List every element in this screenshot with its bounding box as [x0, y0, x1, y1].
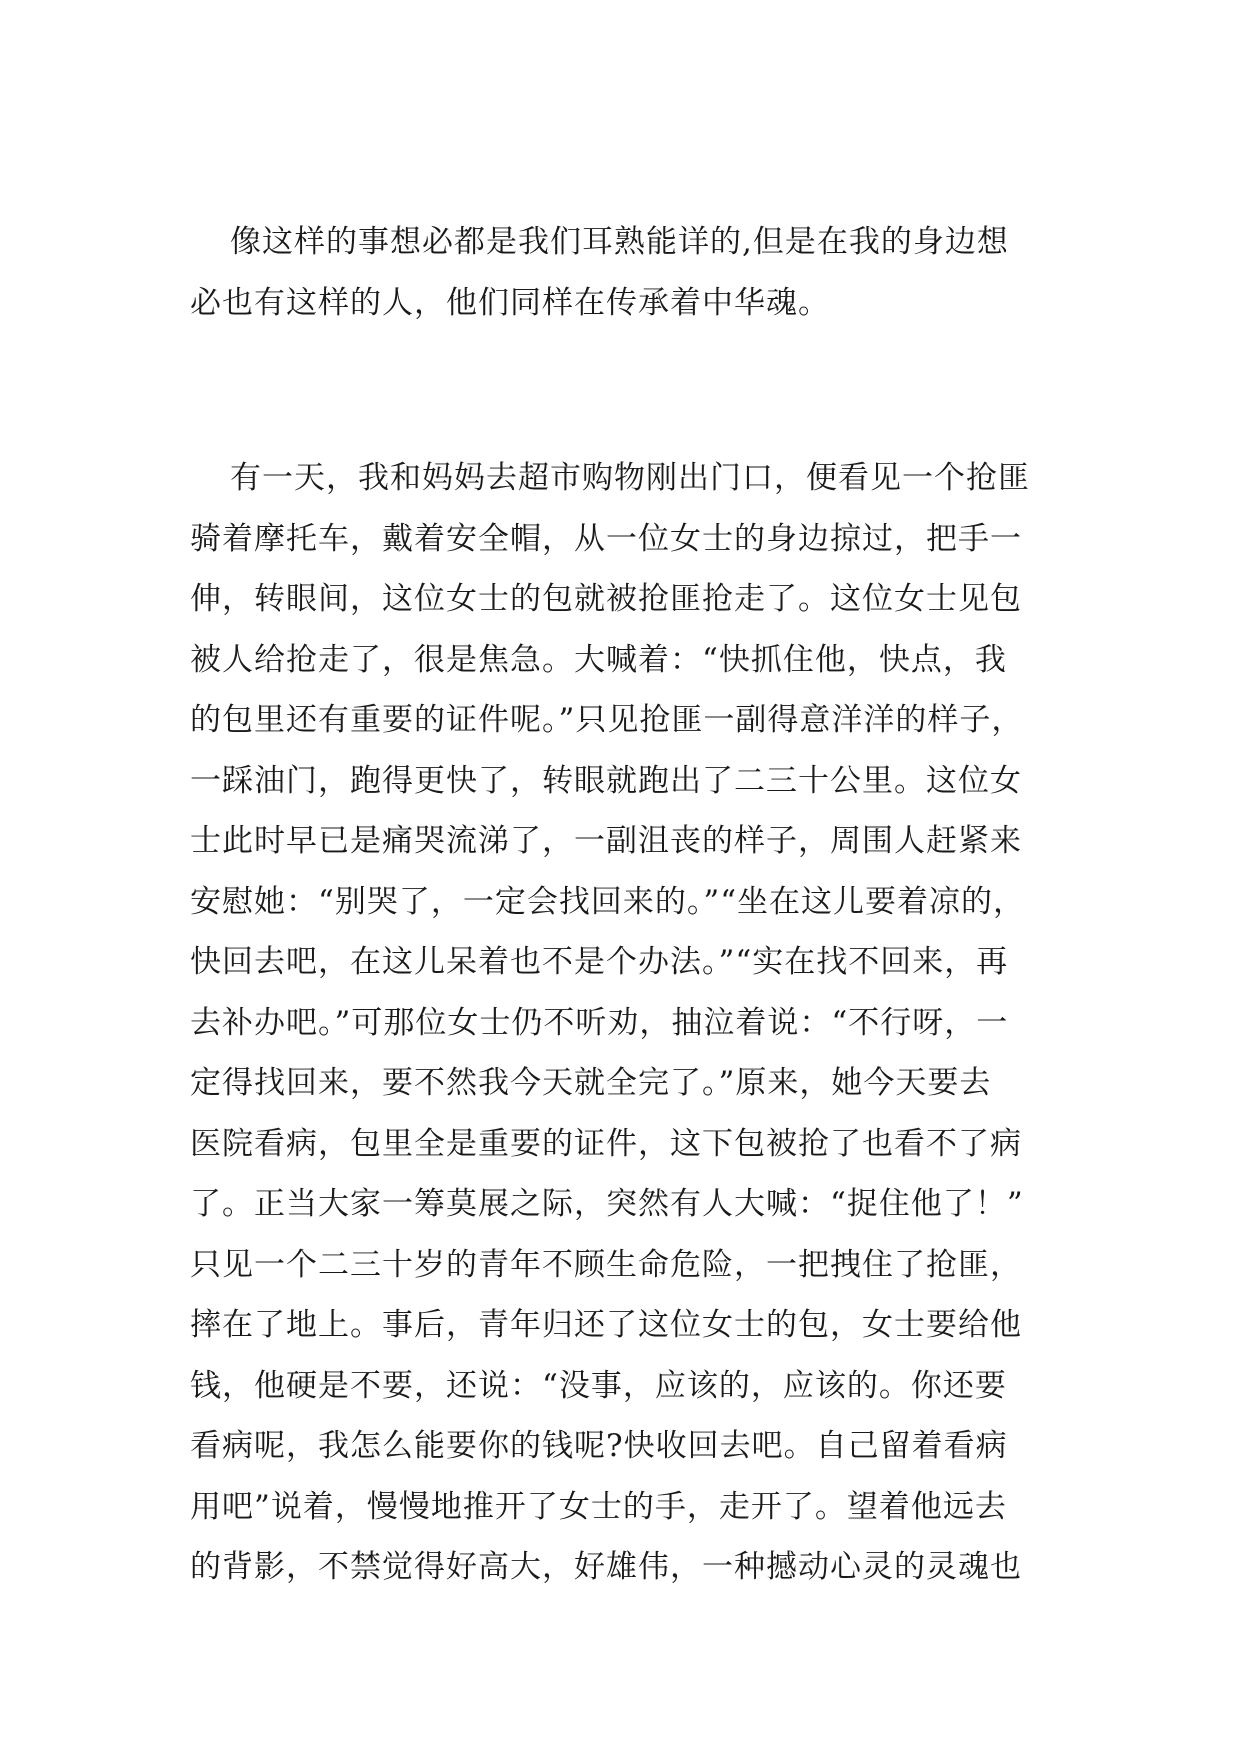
paragraph-line: 伸，转眼间，这位女士的包就被抢匪抢走了。这位女士见包: [190, 581, 1022, 617]
paragraph-line: 摔在了地上。事后，青年归还了这位女士的包，女士要给他: [190, 1307, 1022, 1343]
paragraph-line: 骑着摩托车，戴着安全帽，从一位女士的身边掠过，把手一: [190, 520, 1022, 557]
paragraph-2: [190, 448, 1060, 1598]
paragraph-line: 快回去吧，在这儿呆着也不是个办法。”“实在找不回来，再: [190, 944, 1009, 980]
paragraph-line: 定得找回来，要不然我今天就全完了。”原来，她今天要去: [190, 1065, 992, 1101]
paragraph-line: 去补办吧。”可那位女士仍不听劝，抽泣着说：“不行呀，一: [190, 1004, 1009, 1041]
paragraph-line: 了。正当大家一筹莫展之际，突然有人大喊：“捉住他了！”: [190, 1186, 1024, 1222]
paragraph-line: 被人给抢走了，很是焦急。大喊着：“快抓住他，快点，我: [190, 641, 1007, 678]
paragraph-line: 只见一个二三十岁的青年不顾生命危险，一把拽住了抢匪，: [190, 1246, 1022, 1283]
paragraph-line: 的背影，不禁觉得好高大，好雄伟，一种撼动心灵的灵魂也: [190, 1549, 1022, 1585]
paragraph-1: [190, 212, 1060, 333]
paragraph-line: 一踩油门，跑得更快了，转眼就跑出了二三十公里。这位女: [190, 762, 1022, 799]
paragraph-line: 像这样的事想必都是我们耳熟能详的,但是在我的身边想: [230, 224, 1009, 260]
paragraph-line: 士此时早已是痛哭流涕了，一副沮丧的样子，周围人赶紧来: [190, 823, 1022, 859]
paragraph-line: 必也有这样的人，他们同样在传承着中华魂。: [190, 284, 830, 321]
paragraph-line: 有一天，我和妈妈去超市购物刚出门口，便看见一个抢匪: [230, 460, 1030, 496]
paragraph-line: 医院看病，包里全是重要的证件，这下包被抢了也看不了病: [190, 1125, 1022, 1162]
paragraph-line: 用吧”说着，慢慢地推开了女士的手，走开了。望着他远去: [190, 1488, 1007, 1525]
paragraph-line: 看病呢，我怎么能要你的钱呢?快收回去吧。自己留着看病: [190, 1428, 1008, 1464]
paragraph-line: 的包里还有重要的证件呢。”只见抢匪一副得意洋洋的样子，: [190, 702, 1024, 738]
paragraph-line: 钱，他硬是不要，还说：“没事，应该的，应该的。你还要: [190, 1367, 1007, 1404]
paragraph-line: 安慰她：“别哭了，一定会找回来的。”“坐在这儿要着凉的，: [190, 883, 1026, 920]
